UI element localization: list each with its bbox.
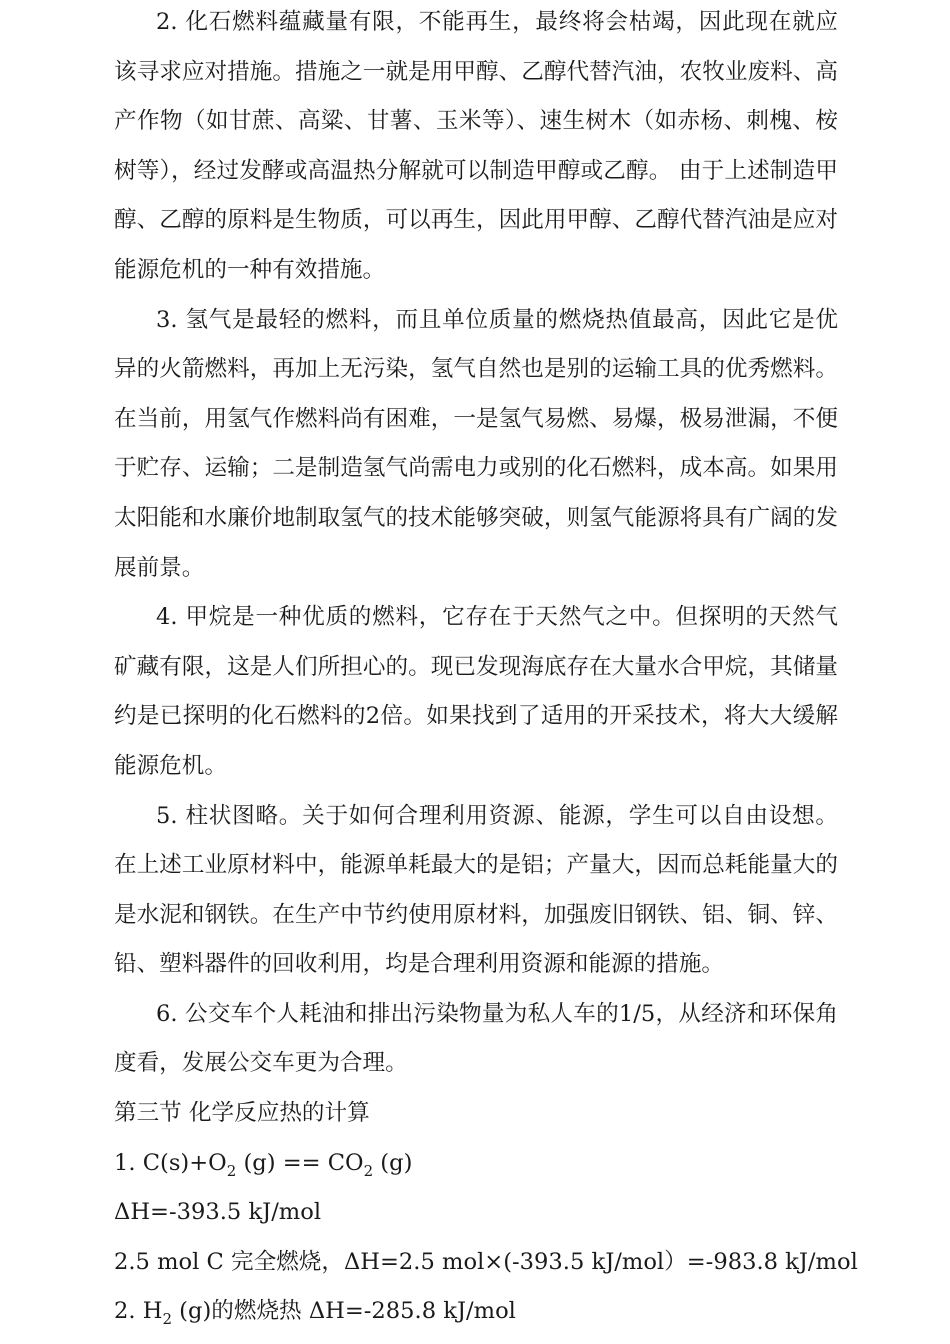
document-page xyxy=(114,0,858,1337)
paragraph-5: 5. 柱状图略。关于如何合理利用资源、能源，学生可以自由设想。在上述工业原材料中，能源单耗最大的是铝；产量大，因而总耗能量大的是水泥和钢铁。在生产中节约使用原材料，加强废旧钢铁、铝、铜、锌、铅、塑料器件的回收利用，均是合理利用资源和能源的措施。 xyxy=(114,802,838,978)
paragraph-4: 4. 甲烷是一种优质的燃料，它存在于天然气之中。但探明的天然气矿藏有限，这是人们所担心的。现已发现海底存在大量水合甲烷，其储量约是已探明的化石燃料的2倍。如果找到了适用的开采技术，将大大缓解能源危机。 xyxy=(114,604,838,779)
enthalpy-value-1: ΔH=-393.5 kJ/mol xyxy=(114,1199,322,1226)
section-title: 第三节 化学反应热的计算 xyxy=(114,1100,370,1127)
equation-1: 1. $C(s)+O_2$ $(g) == CO_2$ (g) xyxy=(114,1149,413,1180)
equation-2: 2. $H_2$ (g)的燃烧热 ΔH=-285.8 kJ/mol xyxy=(114,1298,516,1329)
paragraph-2: 2. 化石燃料蕴藏量有限，不能再生，最终将会枯竭，因此现在就应该寻求应对措施。措施之一就是用甲醇、乙醇代替汽油，农牧业废料、高产作物（如甘蔗、高粱、甘薯、玉米等）、速生树木（如赤杨、刺槐、桉树等），经过发酵或高温热分解就可以制造甲醇或乙醇。 由于上述制造甲醇、乙醇的原料是生物质，可以再生，因此用甲醇、乙醇代替汽油是应对能源危机的一种有效措施。 xyxy=(114,9,838,283)
paragraph-3: 3. 氢气是最轻的燃料，而且单位质量的燃烧热值最高，因此它是优异的火箭燃料，再加上无污染，氢气自然也是别的运输工具的优秀燃料。在当前，用氢气作燃料尚有困难，一是氢气易燃、易爆，极易泄漏，不便于贮存、运输；二是制造氢气尚需电力或别的化石燃料，成本高。如果用太阳能和水廉价地制取氢气的技术能够突破，则氢气能源将具有广阔的发展前景。 xyxy=(114,306,838,581)
paragraph-6: 6. 公交车个人耗油和排出污染物量为私人车的1/5，从经济和环保角度看，发展公交车更为合理。 xyxy=(114,1000,838,1077)
calculation-line: 2.5 mol C 完全燃烧，ΔH=2.5 mol×(-393.5 kJ/mol）=-983.8 kJ/mol xyxy=(114,1248,858,1275)
